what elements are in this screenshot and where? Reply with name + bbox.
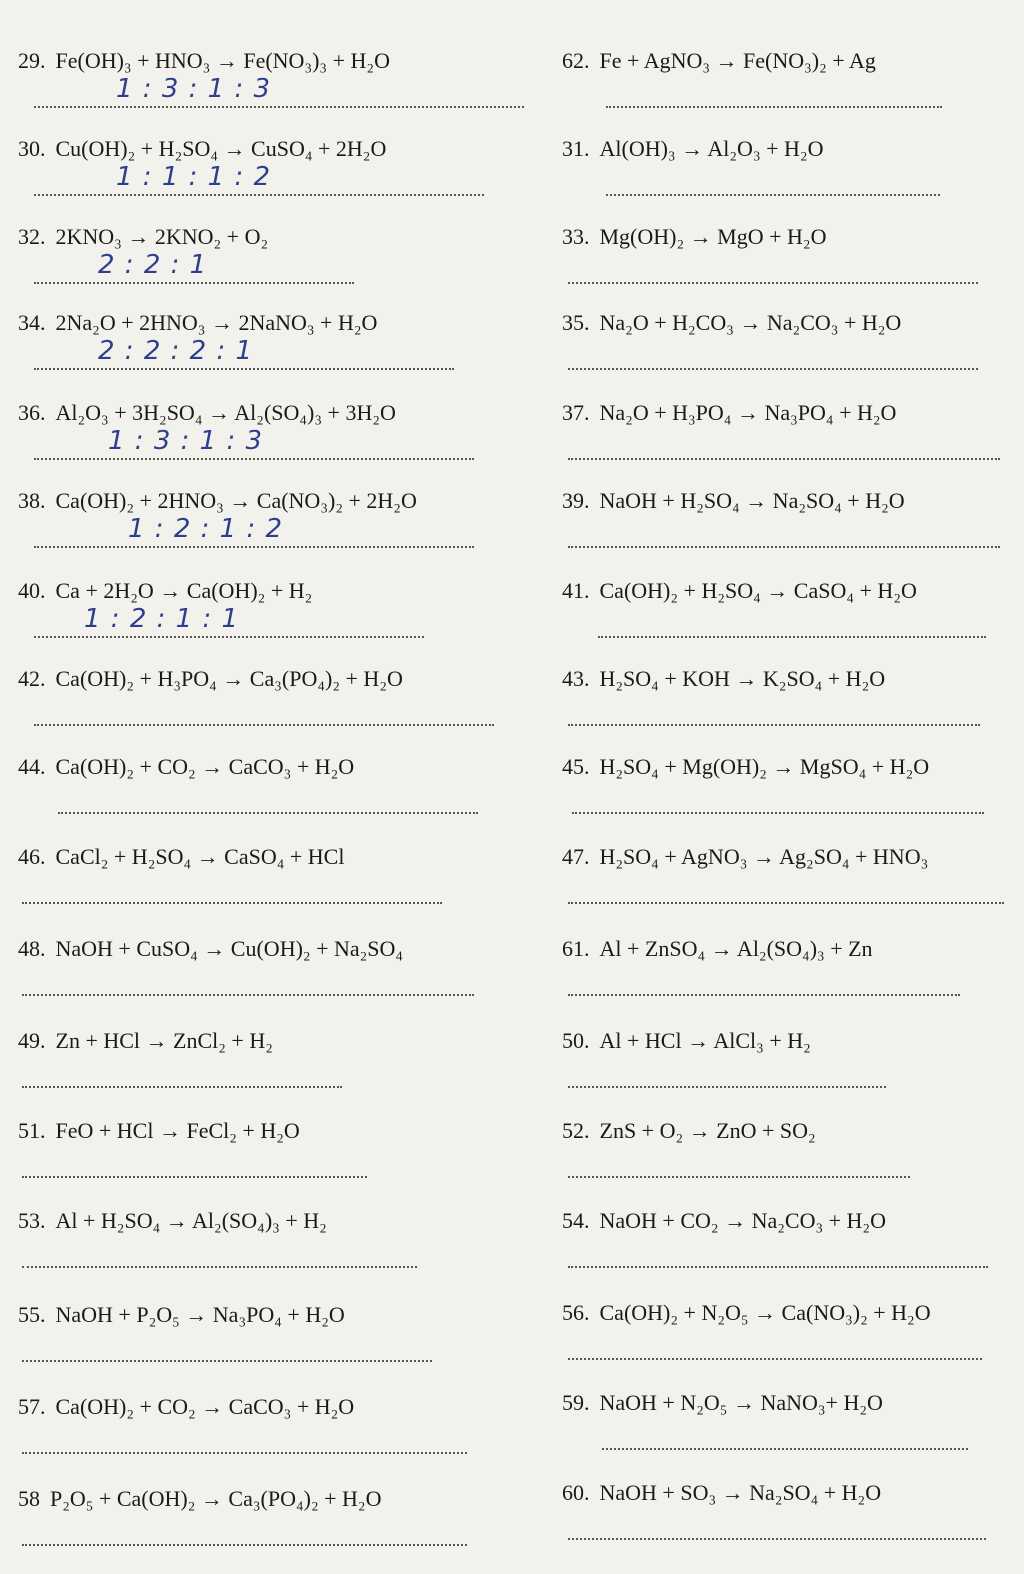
equation-item — [562, 1206, 1012, 1296]
answer-line[interactable] — [22, 1076, 342, 1088]
equation-item — [18, 308, 530, 398]
handwritten-answer: 1 : 3 : 1 : 3 — [108, 426, 264, 456]
handwritten-answer: 1 : 3 : 1 : 3 — [116, 74, 272, 104]
answer-line[interactable] — [568, 1256, 988, 1268]
equation-text: Ca(OH)₂ + CO₂ → CaCO₃ + H₂O — [55, 1394, 355, 1419]
equation-number: 51. — [18, 1118, 46, 1143]
equation-number: 50. — [562, 1028, 590, 1053]
equation-item — [18, 486, 530, 576]
answer-line[interactable] — [568, 1166, 910, 1178]
answer-line[interactable] — [568, 448, 1000, 460]
answer-line[interactable] — [22, 1350, 432, 1362]
equation-text: NaOH + SO₃ → Na₂SO₄ + H₂O — [599, 1480, 882, 1505]
handwritten-answer: 1 : 1 : 1 : 2 — [116, 162, 272, 192]
equation-item — [18, 1392, 530, 1482]
answer-line[interactable] — [34, 96, 524, 108]
equation-number: 40. — [18, 578, 46, 603]
equation-text: Al₂O₃ + 3H₂SO₄ → Al₂(SO₄)₃ + 3H₂O — [55, 400, 396, 425]
equation-text: Zn + HCl → ZnCl₂ + H₂ — [55, 1028, 273, 1053]
equation-text: Fe + AgNO₃ → Fe(NO₃)₂ + Ag — [599, 48, 876, 73]
equation-text: NaOH + N₂O₅ → NaNO₃+ H₂O — [599, 1390, 883, 1415]
equation-item — [562, 1388, 1012, 1478]
equation-number: 44. — [18, 754, 46, 779]
handwritten-answer: 1 : 2 : 1 : 2 — [128, 514, 284, 544]
equation-number: 57. — [18, 1394, 46, 1419]
equation-number: 45. — [562, 754, 590, 779]
answer-line[interactable] — [568, 892, 1004, 904]
answer-line[interactable] — [606, 96, 942, 108]
equation-text: Al + HCl → AlCl₃ + H₂ — [599, 1028, 811, 1053]
equation-number: 53. — [18, 1208, 46, 1233]
equation-number: 39. — [562, 488, 590, 513]
equation-number: 58 — [18, 1486, 40, 1511]
equation-text: ZnS + O₂ → ZnO + SO₂ — [599, 1118, 816, 1143]
equation-text: 2KNO₃ → 2KNO₂ + O₂ — [55, 224, 269, 249]
equation-number: 47. — [562, 844, 590, 869]
answer-line[interactable] — [568, 1076, 886, 1088]
equation-number: 55. — [18, 1302, 46, 1327]
equation-item — [18, 1206, 530, 1296]
equation-number: 36. — [18, 400, 46, 425]
equation-item — [562, 308, 1012, 398]
equation-text: Ca(OH)₂ + 2HNO₃ → Ca(NO₃)₂ + 2H₂O — [55, 488, 417, 513]
equation-number: 37. — [562, 400, 590, 425]
equation-item — [18, 1484, 530, 1574]
equation-text: NaOH + H₂SO₄ → Na₂SO₄ + H₂O — [599, 488, 905, 513]
equation-item — [18, 576, 530, 666]
equation-text: Ca(OH)₂ + H₃PO₄ → Ca₃(PO₄)₂ + H₂O — [55, 666, 403, 691]
answer-line[interactable] — [568, 714, 980, 726]
equation-number: 54. — [562, 1208, 590, 1233]
equation-item — [562, 134, 1012, 224]
equation-text: 2Na₂O + 2HNO₃ → 2NaNO₃ + H₂O — [55, 310, 378, 335]
equation-number: 49. — [18, 1028, 46, 1053]
equation-number: 60. — [562, 1480, 590, 1505]
answer-line[interactable] — [568, 536, 1000, 548]
answer-line[interactable] — [22, 1534, 467, 1546]
equation-item — [18, 664, 530, 754]
equation-item — [562, 1116, 1012, 1206]
equation-text: Al(OH)₃ → Al₂O₃ + H₂O — [599, 136, 824, 161]
equation-item — [18, 1300, 530, 1390]
equation-text: NaOH + CO₂ → Na₂CO₃ + H₂O — [599, 1208, 886, 1233]
answer-line[interactable] — [22, 1166, 367, 1178]
equation-text: Ca(OH)₂ + H₂SO₄ → CaSO₄ + H₂O — [599, 578, 917, 603]
equation-number: 46. — [18, 844, 46, 869]
equation-text: Ca(OH)₂ + N₂O₅ → Ca(NO₃)₂ + H₂O — [599, 1300, 931, 1325]
equation-text: Ca(OH)₂ + CO₂ → CaCO₃ + H₂O — [55, 754, 355, 779]
answer-line[interactable] — [568, 1528, 986, 1540]
equation-item — [18, 134, 530, 224]
equation-number: 38. — [18, 488, 46, 513]
equation-text: Mg(OH)₂ → MgO + H₂O — [599, 224, 827, 249]
equation-item — [18, 222, 530, 312]
answer-line[interactable] — [22, 1256, 417, 1268]
equation-item — [18, 842, 530, 932]
equation-text: H₂SO₄ + AgNO₃ → Ag₂SO₄ + HNO₃ — [599, 844, 929, 869]
equation-text: NaOH + CuSO₄ → Cu(OH)₂ + Na₂SO₄ — [55, 936, 404, 961]
answer-line[interactable] — [568, 272, 978, 284]
equation-item — [562, 752, 1012, 842]
equation-item — [562, 664, 1012, 754]
equation-text: CaCl₂ + H₂SO₄ → CaSO₄ + HCl — [55, 844, 345, 869]
handwritten-answer: 2 : 2 : 1 — [98, 250, 208, 280]
equation-text: Ca + 2H₂O → Ca(OH)₂ + H₂ — [55, 578, 313, 603]
equation-number: 31. — [562, 136, 590, 161]
equation-number: 32. — [18, 224, 46, 249]
equation-number: 62. — [562, 48, 590, 73]
equation-number: 56. — [562, 1300, 590, 1325]
equation-number: 43. — [562, 666, 590, 691]
equation-text: Fe(OH)₃ + HNO₃ → Fe(NO₃)₃ + H₂O — [55, 48, 390, 73]
equation-number: 29. — [18, 48, 46, 73]
answer-line[interactable] — [568, 1348, 982, 1360]
equation-number: 61. — [562, 936, 590, 961]
equation-text: NaOH + P₂O₅ → Na₃PO₄ + H₂O — [55, 1302, 345, 1327]
equation-text: H₂SO₄ + Mg(OH)₂ → MgSO₄ + H₂O — [599, 754, 930, 779]
equation-text: H₂SO₄ + KOH → K₂SO₄ + H₂O — [599, 666, 886, 691]
equation-item — [18, 1026, 530, 1116]
answer-line[interactable] — [58, 802, 478, 814]
equation-number: 48. — [18, 936, 46, 961]
equation-item — [562, 398, 1012, 488]
equation-item — [18, 1116, 530, 1206]
answer-line[interactable] — [606, 184, 940, 196]
equation-item — [562, 842, 1012, 932]
answer-line[interactable] — [22, 984, 474, 996]
equation-item — [18, 398, 530, 488]
equation-text: Na₂O + H₂CO₃ → Na₂CO₃ + H₂O — [599, 310, 902, 335]
equation-text: P₂O₅ + Ca(OH)₂ → Ca₃(PO₄)₂ + H₂O — [50, 1486, 382, 1511]
equation-item — [562, 222, 1012, 312]
equation-item — [562, 1478, 1012, 1568]
equation-item — [562, 46, 1012, 136]
equation-item — [562, 486, 1012, 576]
equation-text: Al + H₂SO₄ → Al₂(SO₄)₃ + H₂ — [55, 1208, 327, 1233]
answer-line[interactable] — [34, 714, 494, 726]
equation-text: Al + ZnSO₄ → Al₂(SO₄)₃ + Zn — [599, 936, 873, 961]
equation-text: Cu(OH)₂ + H₂SO₄ → CuSO₄ + 2H₂O — [55, 136, 387, 161]
equation-item — [18, 934, 530, 1024]
answer-line[interactable] — [22, 892, 442, 904]
equation-number: 52. — [562, 1118, 590, 1143]
equation-item — [562, 1298, 1012, 1388]
equation-item — [18, 46, 530, 136]
equation-number: 30. — [18, 136, 46, 161]
equation-number: 59. — [562, 1390, 590, 1415]
answer-line[interactable] — [22, 1442, 467, 1454]
handwritten-answer: 2 : 2 : 2 : 1 — [98, 336, 254, 366]
equation-number: 42. — [18, 666, 46, 691]
answer-line[interactable] — [602, 1438, 968, 1450]
equation-number: 33. — [562, 224, 590, 249]
equation-item — [562, 576, 1012, 666]
equation-item — [18, 752, 530, 842]
answer-line[interactable] — [598, 626, 986, 638]
equation-item — [562, 934, 1012, 1024]
equation-number: 35. — [562, 310, 590, 335]
equation-text: Na₂O + H₃PO₄ → Na₃PO₄ + H₂O — [599, 400, 897, 425]
equation-item — [562, 1026, 1012, 1116]
equation-text: FeO + HCl → FeCl₂ + H₂O — [55, 1118, 300, 1143]
handwritten-answer: 1 : 2 : 1 : 1 — [84, 604, 240, 634]
equation-number: 41. — [562, 578, 590, 603]
answer-line[interactable] — [568, 358, 978, 370]
equation-number: 34. — [18, 310, 46, 335]
answer-line[interactable] — [572, 802, 984, 814]
answer-line[interactable] — [568, 984, 960, 996]
